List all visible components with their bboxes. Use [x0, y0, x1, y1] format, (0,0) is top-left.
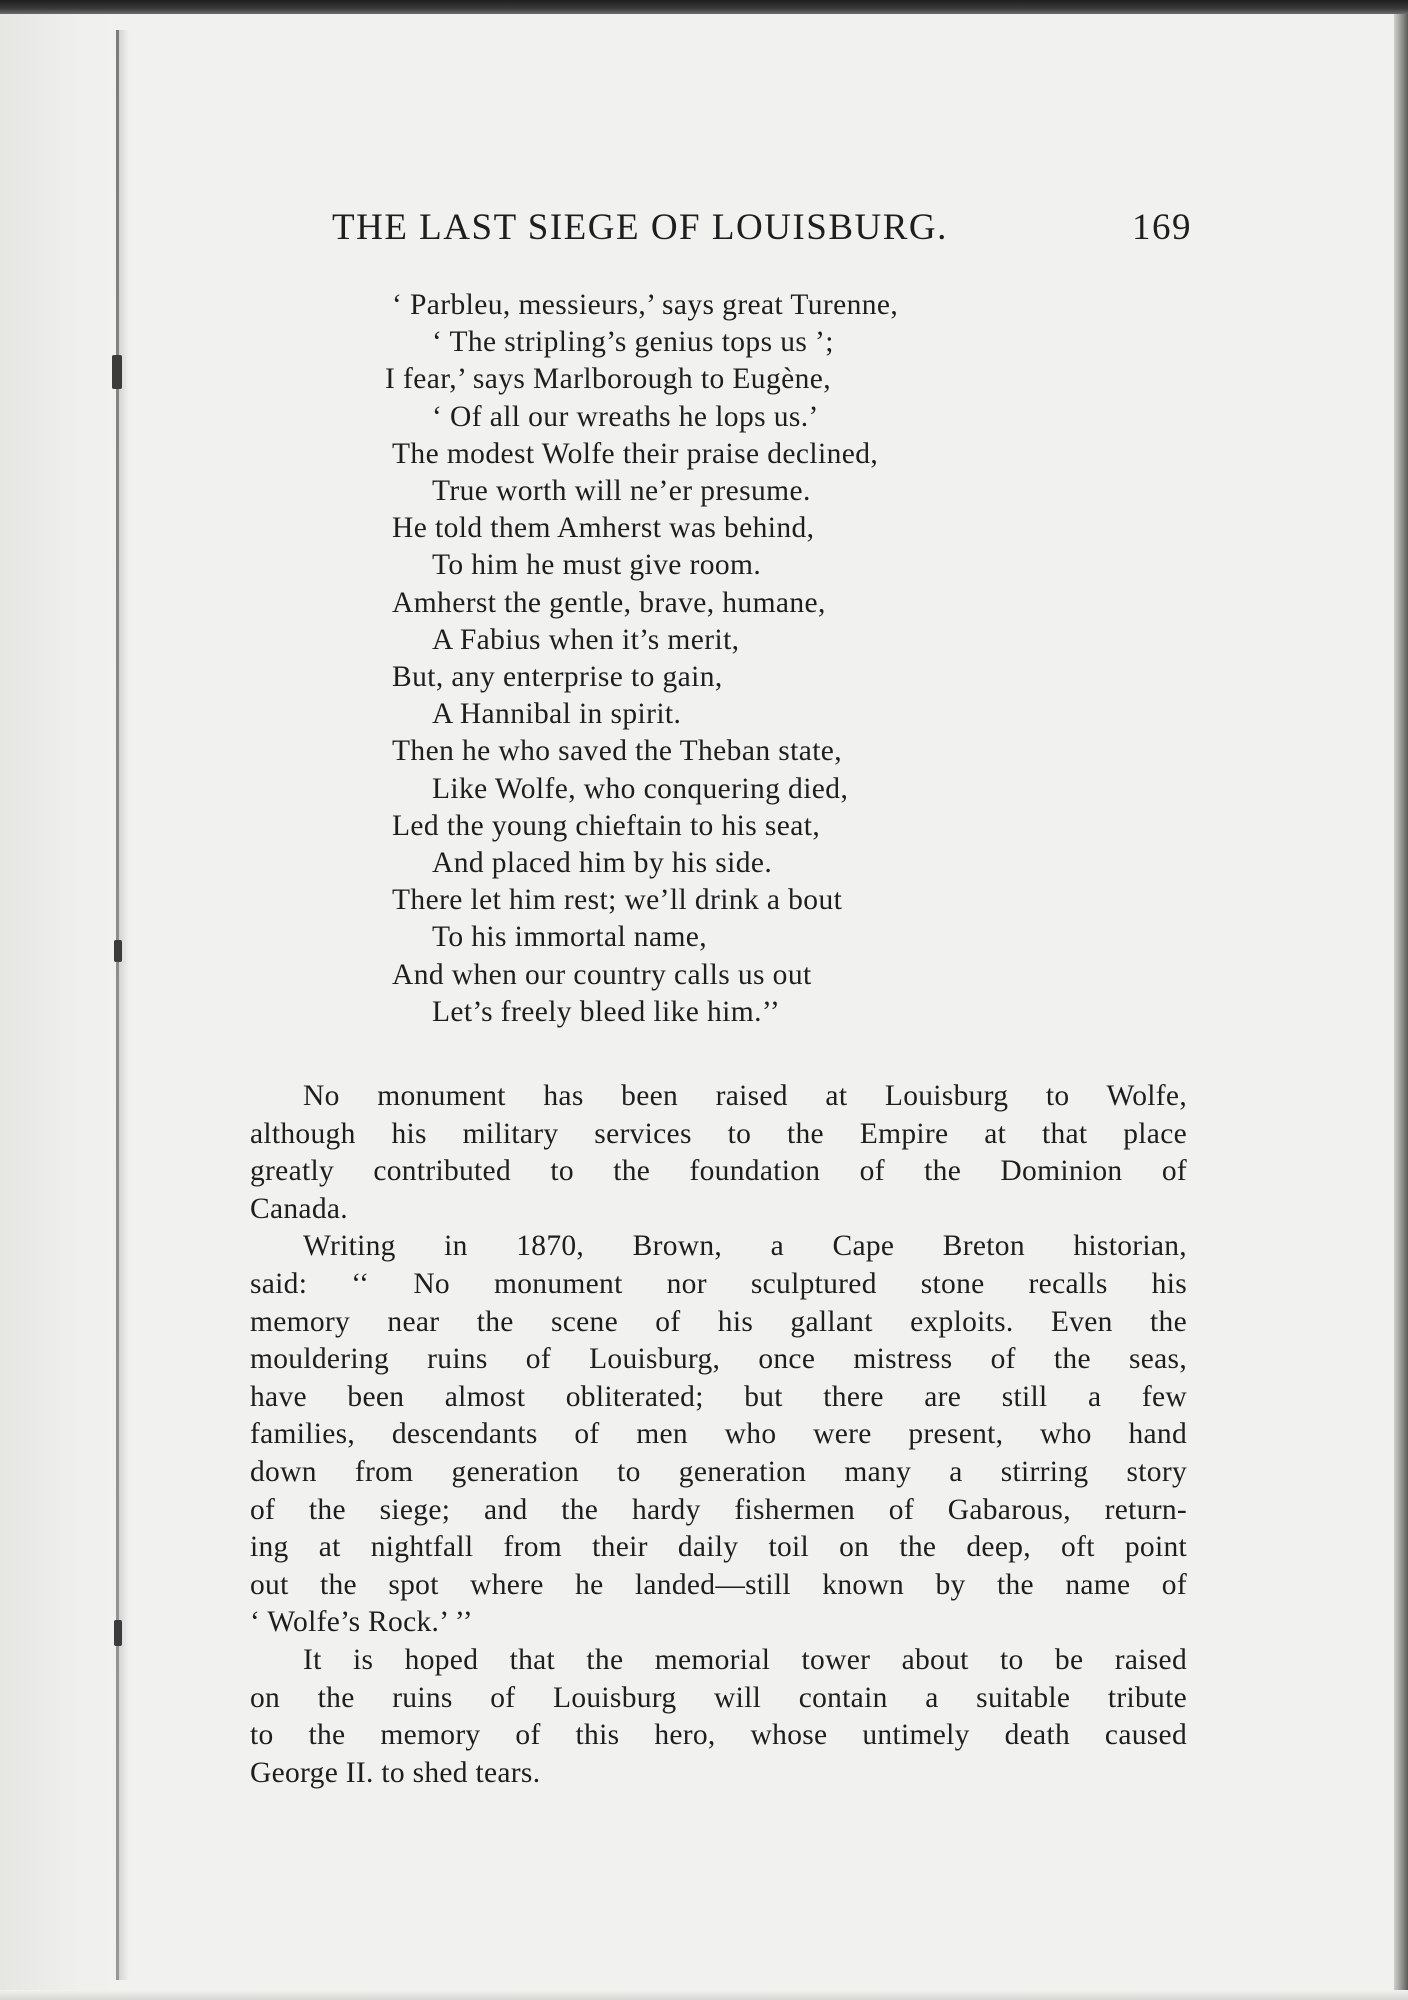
poem-line: ‘ The stripling’s genius tops us ’; — [432, 326, 834, 359]
poem-line: There let him rest; we’ll drink a bout — [392, 884, 843, 917]
spine-mark — [114, 940, 122, 962]
paragraph — [250, 1642, 1187, 1792]
paragraph-line: families, descendants of men who were present, who hand — [250, 1418, 1187, 1451]
paragraph-line: said: ‘‘ No monument nor sculptured stone recalls his — [250, 1267, 1187, 1300]
poem-line: And when our country calls us out — [392, 958, 812, 991]
paragraph-line: Canada. — [250, 1192, 348, 1225]
poem-line: To his immortal name, — [432, 921, 708, 954]
paragraph — [250, 1228, 1187, 1642]
poem-line: Let’s freely bleed like him.’’ — [432, 995, 781, 1028]
paragraph — [250, 1078, 1187, 1228]
poem-line: To him he must give room. — [432, 549, 762, 582]
paragraph-line: have been almost obliterated; but there are still a few — [250, 1380, 1187, 1413]
poem-line: Then he who saved the Theban state, — [392, 735, 843, 768]
running-head-title: THE LAST SIEGE OF LOUISBURG. — [332, 207, 948, 248]
paragraph-line: mouldering ruins of Louisburg, once mistress of the seas, — [250, 1343, 1187, 1376]
paragraph-line: Writing in 1870, Brown, a Cape Breton historian, — [303, 1230, 1187, 1263]
spine-mark — [112, 355, 122, 389]
paragraph-line: memory near the scene of his gallant exploits. Even the — [250, 1305, 1187, 1338]
page-number: 169 — [1132, 207, 1192, 248]
running-head — [332, 204, 1192, 252]
page-right-edge — [1394, 14, 1408, 2000]
paragraph-line: out the spot where he landed—still known by the name of — [250, 1568, 1187, 1601]
paragraph-line: although his military services to the Empire at that place — [250, 1117, 1187, 1150]
paragraph-line: of the siege; and the hardy fishermen of Gabarous, return- — [250, 1493, 1187, 1526]
spine-mark — [114, 1620, 122, 1646]
poem-line: He told them Amherst was behind, — [392, 512, 815, 545]
paragraph-line: It is hoped that the memorial tower about to be raised — [303, 1643, 1187, 1676]
paragraph-line: ‘ Wolfe’s Rock.’ ’’ — [250, 1606, 473, 1639]
poem-line: I fear,’ says Marlborough to Eugène, — [385, 363, 832, 396]
poem-line: ‘ Of all our wreaths he lops us.’ — [432, 400, 819, 433]
poem-line: But, any enterprise to gain, — [392, 661, 723, 694]
paragraph-line: No monument has been raised at Louisburg to Wolfe, — [303, 1080, 1187, 1112]
poem-line: Led the young chieftain to his seat, — [392, 809, 821, 842]
paragraph-line: on the ruins of Louisburg will contain a suitable tribute — [250, 1681, 1187, 1714]
paragraph-line: to the memory of this hero, whose untimely death caused — [250, 1719, 1187, 1752]
paragraph-line: George II. to shed tears. — [250, 1756, 541, 1789]
book-spine-shadow — [119, 30, 129, 1980]
poem-line: ‘ Parbleu, messieurs,’ says great Turenne, — [392, 289, 899, 321]
scan-top-edge — [0, 0, 1408, 14]
poem-line: The modest Wolfe their praise declined, — [392, 437, 879, 470]
page-bottom-edge — [0, 1990, 1408, 2000]
poem-line: A Fabius when it’s merit, — [432, 623, 740, 656]
page-gutter-shading — [0, 0, 120, 2000]
paragraph-line: greatly contributed to the foundation of the Dominion of — [250, 1155, 1187, 1188]
poem-line: A Hannibal in spirit. — [432, 698, 682, 731]
poem — [385, 287, 1092, 1031]
prose-body — [250, 1078, 1187, 1792]
paragraph-line: ing at nightfall from their daily toil on the deep, oft point — [250, 1531, 1187, 1564]
poem-line: Like Wolfe, who conquering died, — [432, 772, 849, 805]
poem-line: Amherst the gentle, brave, humane, — [392, 586, 826, 619]
paragraph-line: down from generation to generation many a stirring story — [250, 1455, 1187, 1488]
poem-line: True worth will ne’er presume. — [432, 475, 811, 508]
poem-line: And placed him by his side. — [432, 847, 773, 880]
